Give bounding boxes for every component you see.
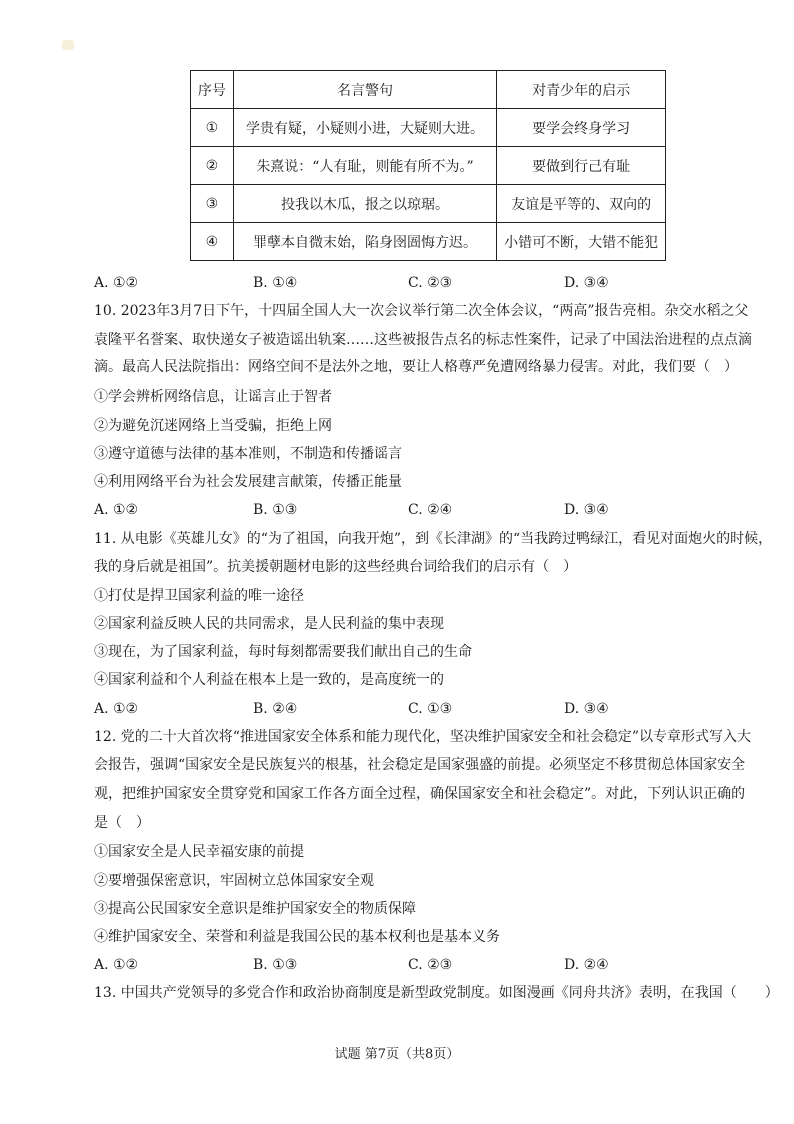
- option-c[interactable]: C. ②③: [408, 957, 453, 973]
- option-c[interactable]: C. ②③: [408, 275, 453, 291]
- q11-item: ③现在，为了国家利益，每时每刻都需要我们献出自己的生命: [94, 644, 472, 660]
- q12-options: [94, 955, 694, 975]
- table-row: [191, 147, 666, 185]
- page-footer: 试题 第7页（共8页）: [334, 1047, 460, 1062]
- option-d[interactable]: D. ②④: [564, 957, 609, 973]
- row-index: ④: [191, 223, 234, 261]
- header-index: 序号: [191, 71, 234, 109]
- option-d[interactable]: D. ③④: [564, 701, 609, 717]
- table-row: [191, 223, 666, 261]
- q11-stem-line: 我的身后就是祖国”。抗美援朝题材电影的这些经典台词给我们的启示有（ ）: [94, 559, 578, 575]
- option-c[interactable]: C. ①③: [408, 701, 453, 717]
- row-quote: 投我以木瓜，报之以琼琚。: [233, 185, 496, 223]
- q10-item: ②为避免沉迷网络上当受骗，拒绝上网: [94, 418, 332, 434]
- option-a[interactable]: A. ①②: [94, 275, 139, 291]
- row-index: ③: [191, 185, 234, 223]
- q9-options: [94, 273, 694, 293]
- quotes-table: [190, 70, 666, 261]
- q11-item: ②国家利益反映人民的共同需求，是人民利益的集中表现: [94, 616, 444, 632]
- q10-options: [94, 500, 694, 520]
- row-index: ①: [191, 109, 234, 147]
- row-index: ②: [191, 147, 234, 185]
- option-c[interactable]: C. ②④: [408, 502, 453, 518]
- table-row: [191, 109, 666, 147]
- row-quote: 朱熹说：“人有耻，则能有所不为。”: [233, 147, 496, 185]
- q12-item: ②要增强保密意识，牢固树立总体国家安全观: [94, 873, 374, 889]
- q12-stem-line: 12. 党的二十大首次将“推进国家安全体系和能力现代化，坚决维护国家安全和社会稳定”以专章形式写入大: [94, 729, 752, 745]
- option-b[interactable]: B. ①③: [253, 957, 298, 973]
- q10-stem-line: 袁隆平名誉案、取快递女子被造谣出轨案……这些被报告点名的标志性案件，记录了中国法治进程的点点滴: [94, 332, 752, 348]
- q12-stem-line: 是（ ）: [94, 815, 150, 831]
- q10-item: ①学会辨析网络信息，让谣言止于智者: [94, 389, 332, 405]
- option-a[interactable]: A. ①②: [94, 701, 139, 717]
- q10-stem-line: 10. 2023年3月7日下午，十四届全国人大一次会议举行第二次全体会议，“两高”报告亮相。杂交水稻之父: [94, 303, 749, 319]
- header-lesson: 对青少年的启示: [497, 71, 666, 109]
- q13-stem-line: 13. 中国共产党领导的多党合作和政治协商制度是新型政党制度。如图漫画《同舟共济》表明，在我国（ ）: [94, 985, 779, 1001]
- option-d[interactable]: D. ③④: [564, 275, 609, 291]
- q11-item: ④国家利益和个人利益在根本上是一致的，是高度统一的: [94, 672, 444, 688]
- option-a[interactable]: A. ①②: [94, 502, 139, 518]
- q12-stem-line: 观，把维护国家安全贯穿党和国家工作各方面全过程，确保国家安全和社会稳定”。对此，下列认识正确的: [94, 786, 746, 802]
- row-quote: 罪孽本自微末始，陷身囹圄悔方迟。: [233, 223, 496, 261]
- table-header-row: [191, 71, 666, 109]
- paper-mark: [62, 40, 74, 50]
- q12-item: ③提高公民国家安全意识是维护国家安全的物质保障: [94, 901, 416, 917]
- q11-stem-line: 11. 从电影《英雄儿女》的“为了祖国，向我开炮”，到《长津湖》的“当我跨过鸭绿江，看见对面炮火的时候，: [94, 531, 773, 547]
- option-b[interactable]: B. ①③: [253, 502, 298, 518]
- option-b[interactable]: B. ①④: [253, 275, 298, 291]
- row-lesson: 友谊是平等的、双向的: [497, 185, 666, 223]
- row-lesson: 要做到行己有耻: [497, 147, 666, 185]
- header-quote: 名言警句: [233, 71, 496, 109]
- option-d[interactable]: D. ③④: [564, 502, 609, 518]
- q10-item: ③遵守道德与法律的基本准则，不制造和传播谣言: [94, 446, 402, 462]
- q12-item: ④维护国家安全、荣誉和利益是我国公民的基本权利也是基本义务: [94, 929, 500, 945]
- q10-item: ④利用网络平台为社会发展建言献策，传播正能量: [94, 474, 402, 490]
- row-lesson: 要学会终身学习: [497, 109, 666, 147]
- q11-item: ①打仗是捍卫国家利益的唯一途径: [94, 588, 304, 604]
- row-lesson: 小错可不断，大错不能犯: [497, 223, 666, 261]
- q10-stem-line: 滴。最高人民法院指出：网络空间不是法外之地，要让人格尊严免遭网络暴力侵害。对此，我们要（ ）: [94, 359, 738, 375]
- table-row: [191, 185, 666, 223]
- q12-item: ①国家安全是人民幸福安康的前提: [94, 844, 304, 860]
- option-a[interactable]: A. ①②: [94, 957, 139, 973]
- q12-stem-line: 会报告，强调“国家安全是民族复兴的根基，社会稳定是国家强盛的前提。必须坚定不移贯彻总体国家安全: [94, 757, 746, 773]
- q11-options: [94, 699, 694, 719]
- row-quote: 学贵有疑，小疑则小进，大疑则大进。: [233, 109, 496, 147]
- option-b[interactable]: B. ②④: [253, 701, 298, 717]
